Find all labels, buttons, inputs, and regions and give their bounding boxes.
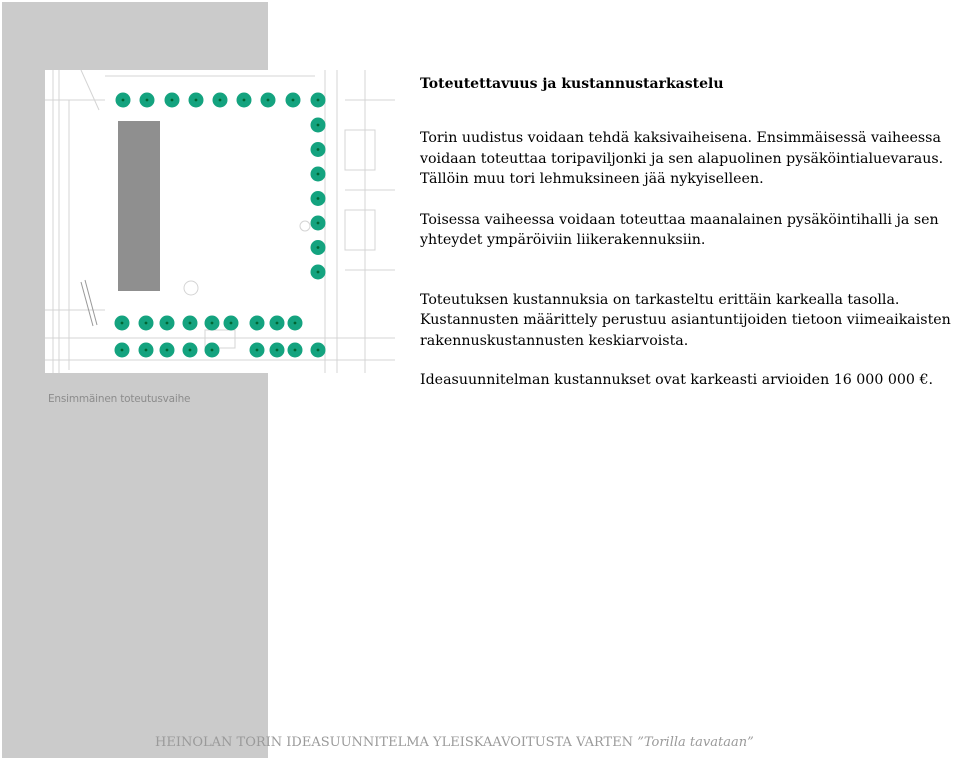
section-heading: Toteutettavuus ja kustannustarkastelu: [420, 76, 724, 92]
tree-center-dot: [171, 99, 174, 102]
tree-center-dot: [267, 99, 270, 102]
tree-center-dot: [294, 349, 297, 352]
tree-center-dot: [145, 349, 148, 352]
tree-center-dot: [317, 246, 320, 249]
paragraph-1: Torin uudistus voidaan tehdä kaksivaiheisena. Ensimmäisessä vaiheessa voidaan toteuttaa toripaviljonki ja sen alapuolinen pysäköintialuevaraus. Tällöin muu tori lehmuksineen jää nykyiselleen.: [420, 130, 944, 187]
tree-center-dot: [189, 349, 192, 352]
tree-center-dot: [145, 322, 148, 325]
tree-center-dot: [317, 173, 320, 176]
tree-center-dot: [230, 322, 233, 325]
tree-center-dot: [166, 349, 169, 352]
tree-center-dot: [294, 322, 297, 325]
tree-center-dot: [256, 349, 259, 352]
tree-center-dot: [317, 222, 320, 225]
tree-center-dot: [317, 271, 320, 274]
tree-center-dot: [243, 99, 246, 102]
tree-center-dot: [219, 99, 222, 102]
tree-center-dot: [166, 322, 169, 325]
tree-center-dot: [276, 322, 279, 325]
tree-center-dot: [276, 349, 279, 352]
tree-center-dot: [189, 322, 192, 325]
tree-center-dot: [121, 349, 124, 352]
footer-motto: ”Torilla tavataan”: [637, 735, 754, 750]
background-lines: [45, 70, 395, 373]
tree-center-dot: [317, 197, 320, 200]
tree-center-dot: [211, 322, 214, 325]
tree-center-dot: [211, 349, 214, 352]
tree-center-dot: [292, 99, 295, 102]
tree-center-dot: [317, 349, 320, 352]
pavilion-footprint: [118, 121, 160, 291]
footer-title: HEINOLAN TORIN IDEASUUNNITELMA YLEISKAAVOITUSTA VARTEN: [155, 735, 638, 750]
tree-center-dot: [146, 99, 149, 102]
tree-center-dot: [317, 148, 320, 151]
paragraph-4: Ideasuunnitelman kustannukset ovat karkeasti arvioiden 16 000 000 €.: [420, 372, 933, 388]
site-plan-image: [45, 70, 395, 373]
figure-caption: Ensimmäinen toteutusvaihe: [48, 393, 191, 405]
document-footer: [155, 735, 754, 750]
tree-center-dot: [317, 124, 320, 127]
tree-center-dot: [122, 99, 125, 102]
tree-center-dot: [256, 322, 259, 325]
tree-center-dot: [317, 99, 320, 102]
site-plan-drawing: [45, 70, 395, 373]
paragraph-2: Toisessa vaiheessa voidaan toteuttaa maanalainen pysäköintihalli ja sen yhteydet ympäröiviin liikerakennuksiin.: [420, 211, 939, 248]
tree-center-dot: [121, 322, 124, 325]
paragraph-3: Toteutuksen kustannuksia on tarkasteltu erittäin karkealla tasolla. Kustannusten määrittely perustuu asiantuntijoiden tietoon viimeaikaisten rakennuskustannusten keskiarvoista.: [420, 291, 951, 349]
tree-center-dot: [195, 99, 198, 102]
text-column: [420, 76, 960, 391]
